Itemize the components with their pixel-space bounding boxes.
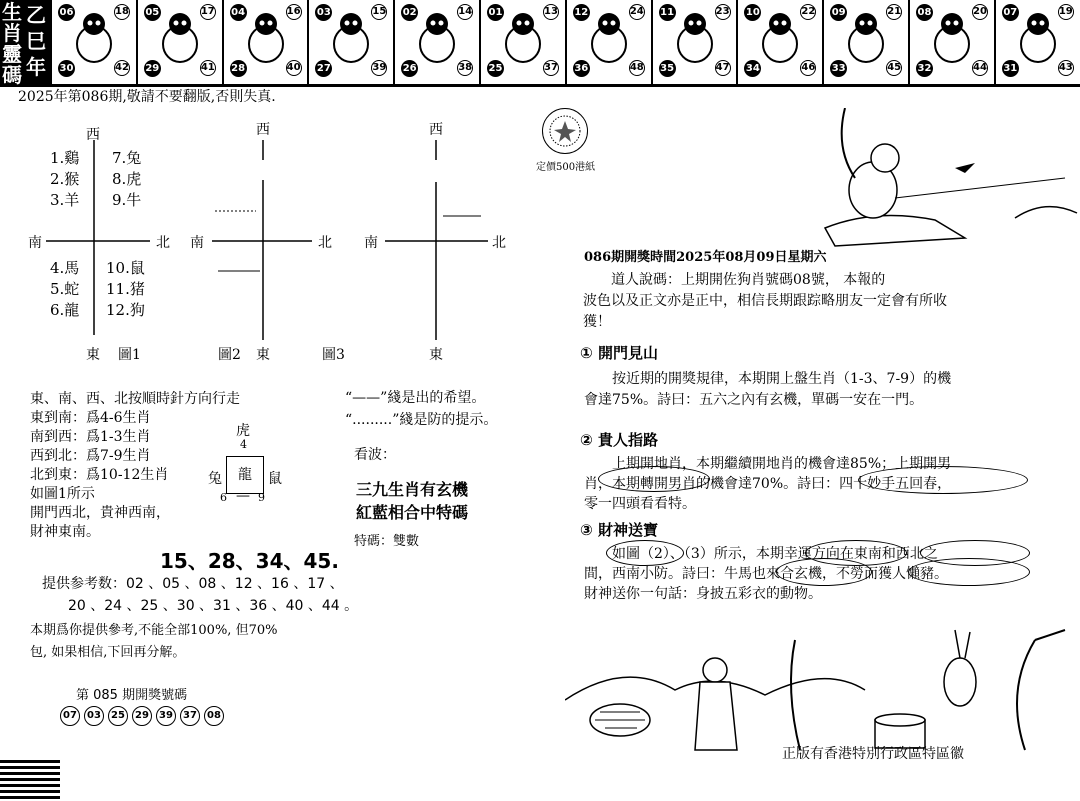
last-draw-ball: 29 <box>132 706 152 726</box>
zodiac-list-item: 6.龍 <box>50 301 80 319</box>
mini-bl-num: 6 <box>220 491 227 504</box>
highlight-ellipse <box>858 466 1028 494</box>
number-ball: 25 <box>487 60 504 77</box>
hk-emblem-icon <box>542 108 588 154</box>
tiger-icon <box>240 8 292 66</box>
direction-line: 西到北：爲7-9生肖 <box>30 448 151 464</box>
zodiac-cell <box>307 0 393 84</box>
number-ball: 03 <box>315 4 332 21</box>
number-ball: 47 <box>715 60 731 76</box>
zodiac-list-item: 9.牛 <box>112 191 142 209</box>
number-ball: 36 <box>573 60 590 77</box>
mini-top: 虎 <box>236 423 250 439</box>
fig1-left-bottom <box>50 258 79 321</box>
number-ball: 05 <box>144 4 161 21</box>
ref-label: 提供参考数： <box>42 576 126 592</box>
highlight-ellipse <box>598 466 710 492</box>
number-ball: 16 <box>286 4 302 20</box>
number-ball: 20 <box>972 4 988 20</box>
brand-block <box>0 0 50 87</box>
zodiac-cell <box>822 0 908 84</box>
direction-line: 東、南、西、北按順時針方向行走 <box>30 391 240 407</box>
direction-line: 東到南：爲4-6生肖 <box>30 410 151 426</box>
wave-label: 看波： <box>354 447 396 463</box>
brand-left-text: 生肖靈碼 <box>2 0 22 87</box>
last-draw-ball: 08 <box>204 706 224 726</box>
number-ball: 48 <box>629 60 645 76</box>
zodiac-list-item: 7.兔 <box>112 149 142 167</box>
number-ball: 04 <box>230 4 247 21</box>
zodiac-list-item: 2.猴 <box>50 170 80 188</box>
section-3-title: ③ 財神送寶 <box>580 521 658 539</box>
number-ball: 24 <box>629 4 645 20</box>
zodiac-header <box>0 0 1080 87</box>
mini-left: 兔 <box>208 471 222 487</box>
number-ball: 33 <box>830 60 847 77</box>
dog-icon <box>926 8 978 66</box>
solid-line-sample: “——” <box>345 390 388 406</box>
last-draw-label: 第 085 期開獎號碼 <box>76 688 188 703</box>
zodiac-list-item: 5.蛇 <box>50 280 80 298</box>
wave-hints: 三九生肖有玄機 紅藍相合中特碼 <box>356 480 469 522</box>
number-ball: 34 <box>744 60 761 77</box>
rabbit-icon <box>325 8 377 66</box>
fig1-right-top <box>112 148 141 211</box>
fig3-west: 西 <box>429 122 443 138</box>
zodiac-list-item: 12.狗 <box>106 301 145 319</box>
number-ball: 44 <box>972 60 988 76</box>
zodiac-cell <box>908 0 994 84</box>
ref-line1: 02 、05 、08 、12 、16 、17 、 <box>126 576 344 592</box>
zodiac-cell <box>565 0 651 84</box>
section-2-title: ② 貴人指路 <box>580 431 658 449</box>
number-ball: 41 <box>200 60 216 76</box>
number-ball: 28 <box>230 60 247 77</box>
rooster-icon <box>840 8 892 66</box>
fig1-north: 北 <box>156 235 170 251</box>
pig-icon <box>1012 8 1064 66</box>
number-ball: 14 <box>457 4 473 20</box>
last-draw-ball: 03 <box>84 706 104 726</box>
mini-right: 鼠 <box>268 471 282 487</box>
issue-line: 2025年第086期,敬請不要翻版,否則失真. <box>18 89 276 105</box>
fig3-north: 北 <box>492 235 506 251</box>
number-ball: 26 <box>401 60 418 77</box>
disclaimer-note: 本期爲你提供參考,不能全部100%, 但70% 包, 如果相信,下回再分解。 <box>30 623 278 660</box>
compass-figures <box>0 110 560 380</box>
monkey-fishing-illustration <box>815 108 1080 248</box>
number-ball: 27 <box>315 60 332 77</box>
zodiac-cell <box>994 0 1080 84</box>
fig3-south: 南 <box>364 235 378 251</box>
highlight-ellipse <box>606 540 684 566</box>
number-ball: 31 <box>1002 60 1019 77</box>
zodiac-cell <box>651 0 737 84</box>
number-ball: 10 <box>744 4 761 21</box>
rat-icon <box>68 8 120 66</box>
number-ball: 22 <box>800 4 816 20</box>
zodiac-list-item: 10.鼠 <box>106 259 145 277</box>
fig1-east: 東 <box>86 347 100 363</box>
fig1-right-bottom <box>106 258 145 321</box>
zodiac-cell <box>50 0 136 84</box>
zodiac-list-item: 11.猪 <box>106 280 145 298</box>
number-ball: 38 <box>457 60 473 76</box>
legend <box>345 387 497 431</box>
footer-bar <box>0 746 1080 801</box>
number-ball: 43 <box>1058 60 1074 76</box>
special-number-hint: 特碼：雙數 <box>354 534 420 549</box>
section-1-title: ① 開門見山 <box>580 344 658 362</box>
number-ball: 30 <box>58 60 75 77</box>
number-ball: 01 <box>487 4 504 21</box>
section-2-body: 上期開地肖，本期繼續開地肖的機會達85%；上期開男 肖，本期轉開男肖的機會達70%。詩曰：四十妙手五回春， 零一四頭看看特。 <box>584 456 952 512</box>
highlight-ellipse <box>908 558 1030 586</box>
zodiac-cell <box>136 0 222 84</box>
direction-line: 北到東：爲10-12生肖 <box>30 467 169 483</box>
main-numbers: 15、28、34、45. <box>160 549 339 573</box>
mini-dash: — <box>236 488 250 504</box>
fig3-east: 東 <box>429 347 443 363</box>
mini-diagram <box>208 420 288 505</box>
legend-solid: “——”綫是出的希望。 <box>345 390 486 406</box>
reference-numbers <box>42 573 358 617</box>
number-ball: 37 <box>543 60 559 76</box>
snake-icon <box>497 8 549 66</box>
zodiac-list-item: 3.羊 <box>50 191 80 209</box>
number-ball: 42 <box>114 60 130 76</box>
footer-text: 正版有香港特別行政區特區徽 <box>782 746 964 762</box>
last-draw-ball: 25 <box>108 706 128 726</box>
number-ball: 02 <box>401 4 418 21</box>
ox-icon <box>154 8 206 66</box>
zodiac-cell <box>222 0 308 84</box>
number-ball: 46 <box>800 60 816 76</box>
number-ball: 21 <box>886 4 902 20</box>
fig1-left-top <box>50 148 79 211</box>
number-ball: 11 <box>659 4 676 21</box>
fig1-west: 西 <box>86 127 100 143</box>
zodiac-cell <box>736 0 822 84</box>
ref-line2: 20 、24 、25 、30 、31 、36 、40 、44 。 <box>68 598 359 614</box>
mini-top-num: 4 <box>240 438 247 451</box>
number-ball: 17 <box>200 4 216 20</box>
zodiac-list-item: 8.虎 <box>112 170 142 188</box>
number-ball: 08 <box>916 4 933 21</box>
fig2-label: 圖2 <box>218 347 241 363</box>
direction-line: 南到西：爲1-3生肖 <box>30 429 151 445</box>
number-ball: 07 <box>1002 4 1019 21</box>
zodiac-list-item: 1.鷄 <box>50 149 80 167</box>
last-draw-ball: 39 <box>156 706 176 726</box>
mini-br-num: 9 <box>258 491 265 504</box>
dragon-icon <box>411 8 463 66</box>
fig2-south: 南 <box>190 235 204 251</box>
mini-center: 龍 <box>226 456 264 494</box>
number-ball: 39 <box>371 60 387 76</box>
number-ball: 40 <box>286 60 302 76</box>
horse-icon <box>583 8 635 66</box>
price-label: 定價500港紙 <box>536 162 596 173</box>
monkey-icon <box>754 8 806 66</box>
direction-line: 開門西北，貴神西南， <box>30 505 170 521</box>
fig2-west: 西 <box>256 122 270 138</box>
last-draw-ball: 07 <box>60 706 80 726</box>
fig2-north: 北 <box>318 235 332 251</box>
zodiac-list-item: 4.馬 <box>50 259 80 277</box>
last-draw-ball: 37 <box>180 706 200 726</box>
number-ball: 45 <box>886 60 902 76</box>
footer-stripes <box>0 760 60 801</box>
fig1-label: 圖1 <box>118 347 141 363</box>
number-ball: 12 <box>573 4 590 21</box>
section-1-body: 按近期的開獎規律，本期開上盤生肖（1-3、7-9）的機 會達75%。詩曰：五六之內有玄機，單碼一安在一門。 <box>584 371 952 408</box>
fig3-label: 圖3 <box>322 347 345 363</box>
number-ball: 09 <box>830 4 847 21</box>
number-ball: 15 <box>371 4 387 20</box>
number-ball: 29 <box>144 60 161 77</box>
number-ball: 35 <box>659 60 676 77</box>
number-ball: 13 <box>543 4 559 20</box>
draw-time: 086期開獎時間2025年08月09日星期六 <box>584 250 827 265</box>
fig2-east: 東 <box>256 347 270 363</box>
zodiac-cell <box>393 0 479 84</box>
fig1-south: 南 <box>28 235 42 251</box>
number-ball: 32 <box>916 60 933 77</box>
direction-line: 財神東南。 <box>30 524 100 540</box>
landscape-illustration <box>565 620 1080 760</box>
number-ball: 19 <box>1058 4 1074 20</box>
legend-dotted: “.........”綫是防的提示。 <box>345 412 498 428</box>
number-ball: 23 <box>715 4 731 20</box>
brand-right-text: 乙巳年 <box>26 3 46 79</box>
intro-paragraph: 道人說碼：上期開佐狗肖號碼08號， 本報的 波色以及正文亦是正中，相信長期跟踪略朋友一定會有所收 獲！ <box>583 272 947 330</box>
highlight-ellipse <box>776 558 872 586</box>
section-3-body: 如圖（2）、（3）所示，本期幸運方向在東南和西北之 間，西南小防。詩曰：牛馬也來合玄機，不勞而獲人懶豬。 財神送你一句話：身披五彩衣的動物。 <box>584 546 948 602</box>
direction-line: 如圖1所示 <box>30 486 95 502</box>
dotted-line-sample: “.........” <box>345 412 400 428</box>
zodiac-cell <box>479 0 565 84</box>
compass-lines <box>0 110 560 380</box>
number-ball: 06 <box>58 4 75 21</box>
goat-icon <box>669 8 721 66</box>
number-ball: 18 <box>114 4 130 20</box>
